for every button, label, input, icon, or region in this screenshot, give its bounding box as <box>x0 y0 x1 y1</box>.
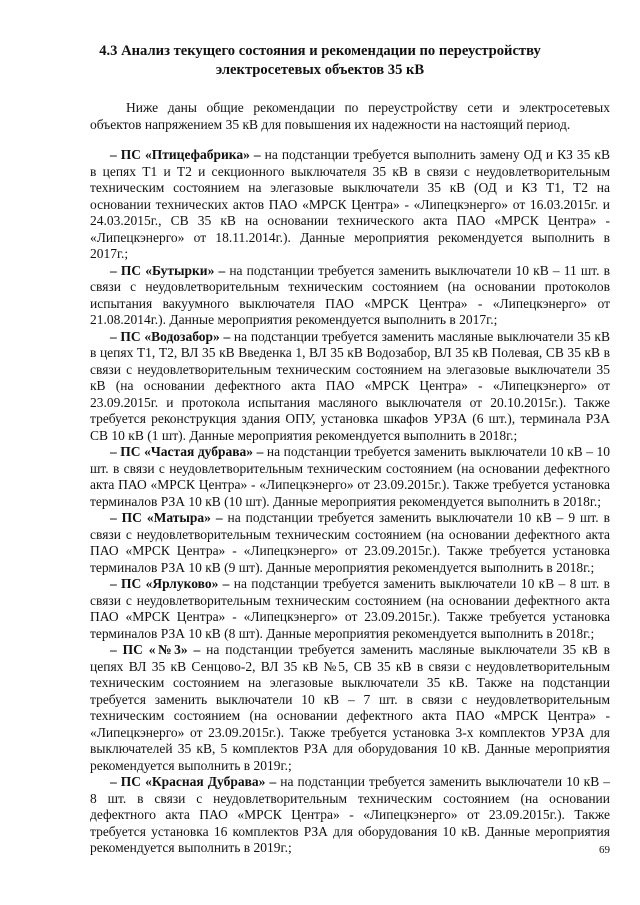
list-item <box>90 263 610 329</box>
list-item <box>90 329 610 445</box>
recommendation-text: на подстанции требуется заменить выключатели 10 кВ – 8 шт. в связи с неудовлетворительным техническим состоянием (на основании дефектного акта ПАО «МРСК Центра» - «Липецкэнерго» от 23.09.2015г.). Также требуется установка 16 комплектов РЗА для оборудования 10 кВ. Данные мероприятия рекомендуется выполнить в 2019г.; <box>90 774 611 855</box>
list-item <box>90 774 610 857</box>
substation-recommendations-list <box>90 147 610 857</box>
substation-name: – ПС «Водозабор» – <box>110 328 231 344</box>
substation-name: – ПС «Матыра» – <box>110 510 223 525</box>
list-item <box>90 510 610 576</box>
substation-name: – ПС «Красная Дубрава» – <box>110 774 277 789</box>
recommendation-text: на подстанции требуется заменить выключатели 10 кВ – 9 шт. в связи с неудовлетворительным техническим состоянием (на основании дефектного акта ПАО «МРСК Центра» - «Липецкэнерго» от 23.09.2015г.). Также требуется установка терминалов РЗА 10 кВ (9 шт). Данные мероприятия рекомендуется выполнить в 2018г.; <box>90 510 610 575</box>
substation-name: – ПС «Частая дубрава» – <box>110 444 264 459</box>
list-item <box>90 642 610 774</box>
section-heading-line-2: электросетевых объектов 35 кВ <box>215 62 425 78</box>
recommendation-text: на подстанции требуется заменить выключатели 10 кВ – 11 шт. в связи с неудовлетворительным техническим состоянием (на основании протоколов испытания вакуумного выключателя ПАО «МРСК Центра» - «Липецкэнерго» от 21.08.2014г.). Данные мероприятия рекомендуется выполнить в 2017г.; <box>90 262 610 327</box>
section-heading-line-1: 4.3 Анализ текущего состояния и рекомендации по переустройству <box>99 43 541 59</box>
substation-name: – ПС «Ярлуково» – <box>110 576 230 591</box>
substation-name: – ПС «Птицефабрика» – <box>110 147 261 162</box>
substation-name: – ПС «№3» – <box>110 642 201 657</box>
list-item <box>90 444 610 510</box>
substation-name: – ПС «Бутырки» – <box>110 262 226 278</box>
recommendation-text: на подстанции требуется заменить масляные выключатели 35 кВ в цепях ВЛ 35 кВ Сенцово-2, ВЛ 35 кВ №5, СВ 35 кВ в связи с неудовлетворительным техническим состоянием на элегазовые выключатели 35 кВ. Также на подстанции требуется заменить выключатели 10 кВ – 7 шт. в связи с неудовлетворительным техническим состоянием (на основании дефектного акта ПАО «МРСК Центра» - «Липецкэнерго» от 23.09.2015г.). Также требуется установка 3-х комплектов УРЗА для выключателей 35 кВ, 5 комплектов РЗА для оборудования 10 кВ. Данные мероприятия рекомендуется выполнить в 2019г.; <box>90 642 610 773</box>
list-item <box>90 147 610 263</box>
recommendation-text: на подстанции требуется заменить масляные выключатели 35 кВ в цепях Т1, Т2, ВЛ 35 кВ Введенка 1, ВЛ 35 кВ Водозабор, ВЛ 35 кВ Полевая, СВ 35 кВ в связи с неудовлетворительным техническим состоянием на элегазовые выключатели 35 кВ (на основании дефектного акта ПАО «МРСК Центра» - «Липецкэнерго» от 23.09.2015г. и протокола испытания масляного выключателя от 20.10.2015г.). Также требуется реконструкция здания ОПУ, установка шкафов УРЗА (6 шт.), терминала РЗА СВ 10 кВ (1 шт). Данные мероприятия рекомендуется выполнить в 2018г.; <box>90 328 610 443</box>
recommendation-text: на подстанции требуется заменить выключатели 10 кВ – 8 шт. в связи с неудовлетворительным техническим состоянием (на основании дефектного акта ПАО «МРСК Центра» - «Липецкэнерго» от 23.09.2015г.). Также требуется установка терминалов РЗА 10 кВ (8 шт). Данные мероприятия рекомендуется выполнить в 2018г.; <box>90 576 610 641</box>
list-item <box>90 576 610 642</box>
recommendation-text: на подстанции требуется выполнить замену ОД и КЗ 35 кВ в цепях Т1 и Т2 и секционного выключателя 35 кВ в связи с неудовлетворительным техническим состоянием на элегазовые выключатели 35 кВ (ОД и КЗ Т1, Т2 на основании технических актов ПАО «МРСК Центра» - «Липецкэнерго» от 16.03.2015г. и 24.03.2015г., СВ 35 кВ на основании технического акта ПАО «МРСК Центра» - «Липецкэнерго» от 18.11.2014г.). Данные мероприятия рекомендуется выполнить в 2017г.; <box>90 147 610 261</box>
intro-paragraph: Ниже даны общие рекомендации по переустройству сети и электросетевых объектов напряжением 35 кВ для повышения их надежности на настоящий период. <box>90 100 610 132</box>
page-number: 69 <box>599 844 610 856</box>
section-heading <box>60 42 580 80</box>
recommendation-text: на подстанции требуется заменить выключатели 10 кВ – 10 шт. в связи с неудовлетворительным техническим состоянием (на основании дефектного акта ПАО «МРСК Центра» - «Липецкэнерго» от 23.09.2015г.). Также требуется установка терминалов РЗА 10 кВ (10 шт). Данные мероприятия рекомендуется выполнить в 2018г.; <box>90 444 610 509</box>
